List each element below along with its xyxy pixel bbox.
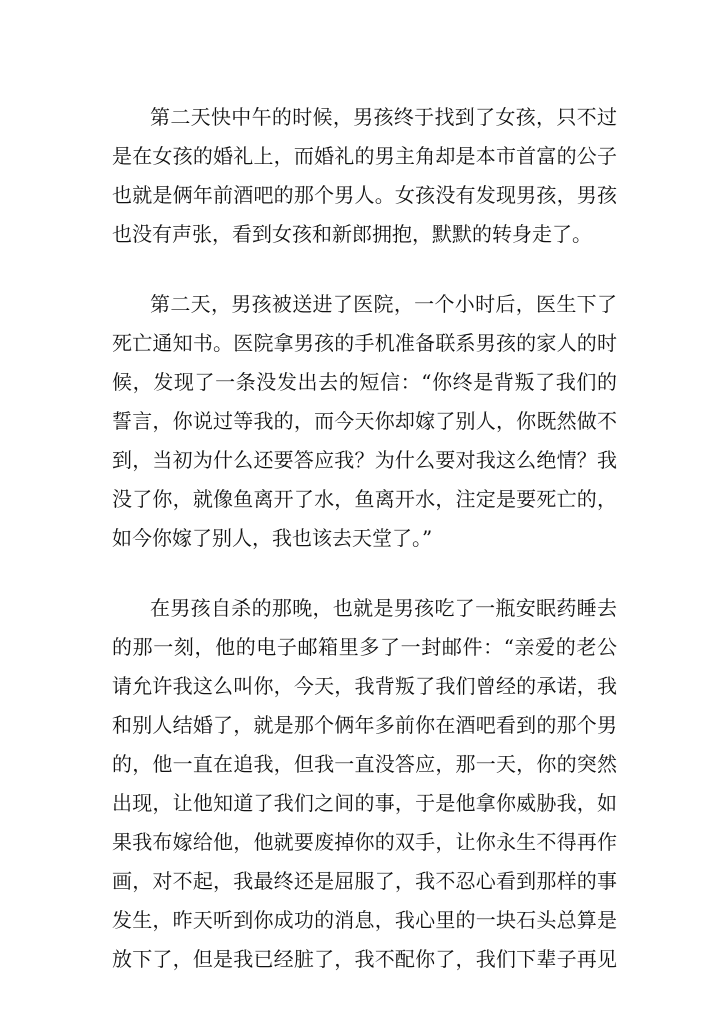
text-line: 出现，让他知道了我们之间的事，于是他拿你威胁我，如 xyxy=(112,791,617,815)
text-line: 画，对不起，我最终还是屈服了，我不忍心看到那样的事 xyxy=(112,869,617,893)
text-line: 如今你嫁了别人，我也该去天堂了。” xyxy=(112,526,433,550)
text-line: 请允许我这么叫你，今天，我背叛了我们曾经的承诺，我 xyxy=(112,674,617,698)
text-line: 的，他一直在追我，但我一直没答应，那一天，你的突然 xyxy=(112,752,617,776)
text-line: 到，当初为什么还要答应我？为什么要对我这么绝情？我 xyxy=(112,448,617,472)
text-line: 死亡通知书。医院拿男孩的手机准备联系男孩的家人的时 xyxy=(112,331,617,355)
text-line: 果我布嫁给他，他就要废掉你的双手，让你永生不得再作 xyxy=(112,830,617,854)
text-line: 和别人结婚了，就是那个俩年多前你在酒吧看到的那个男 xyxy=(112,713,617,737)
paragraph xyxy=(112,589,617,979)
text-line: 是在女孩的婚礼上，而婚礼的男主角却是本市首富的公子 xyxy=(112,144,617,168)
text-line: 也没有声张，看到女孩和新郎拥抱，默默的转身走了。 xyxy=(112,222,592,246)
text-line: 在男孩自杀的那晚，也就是男孩吃了一瓶安眠药睡去 xyxy=(150,596,617,620)
text-line: 誓言，你说过等我的，而今天你却嫁了别人，你既然做不 xyxy=(112,409,617,433)
paragraph xyxy=(112,98,617,254)
text-line: 第二天，男孩被送进了医院，一个小时后，医生下了 xyxy=(150,292,617,316)
text-line: 的那一刻，他的电子邮箱里多了一封邮件：“亲爱的老公 xyxy=(112,635,617,659)
text-line: 第二天快中午的时候，男孩终于找到了女孩，只不过 xyxy=(150,105,617,129)
text-line: 放下了，但是我已经脏了，我不配你了，我们下辈子再见 xyxy=(112,947,617,971)
document-body xyxy=(112,98,617,1010)
paragraph xyxy=(112,285,617,558)
text-line: 发生，昨天听到你成功的消息，我心里的一块石头总算是 xyxy=(112,908,617,932)
text-line: 没了你，就像鱼离开了水，鱼离开水，注定是要死亡的， xyxy=(112,487,617,511)
text-line: 候，发现了一条没发出去的短信：“你终是背叛了我们的 xyxy=(112,370,617,394)
text-line: 也就是俩年前酒吧的那个男人。女孩没有发现男孩，男孩 xyxy=(112,183,617,207)
